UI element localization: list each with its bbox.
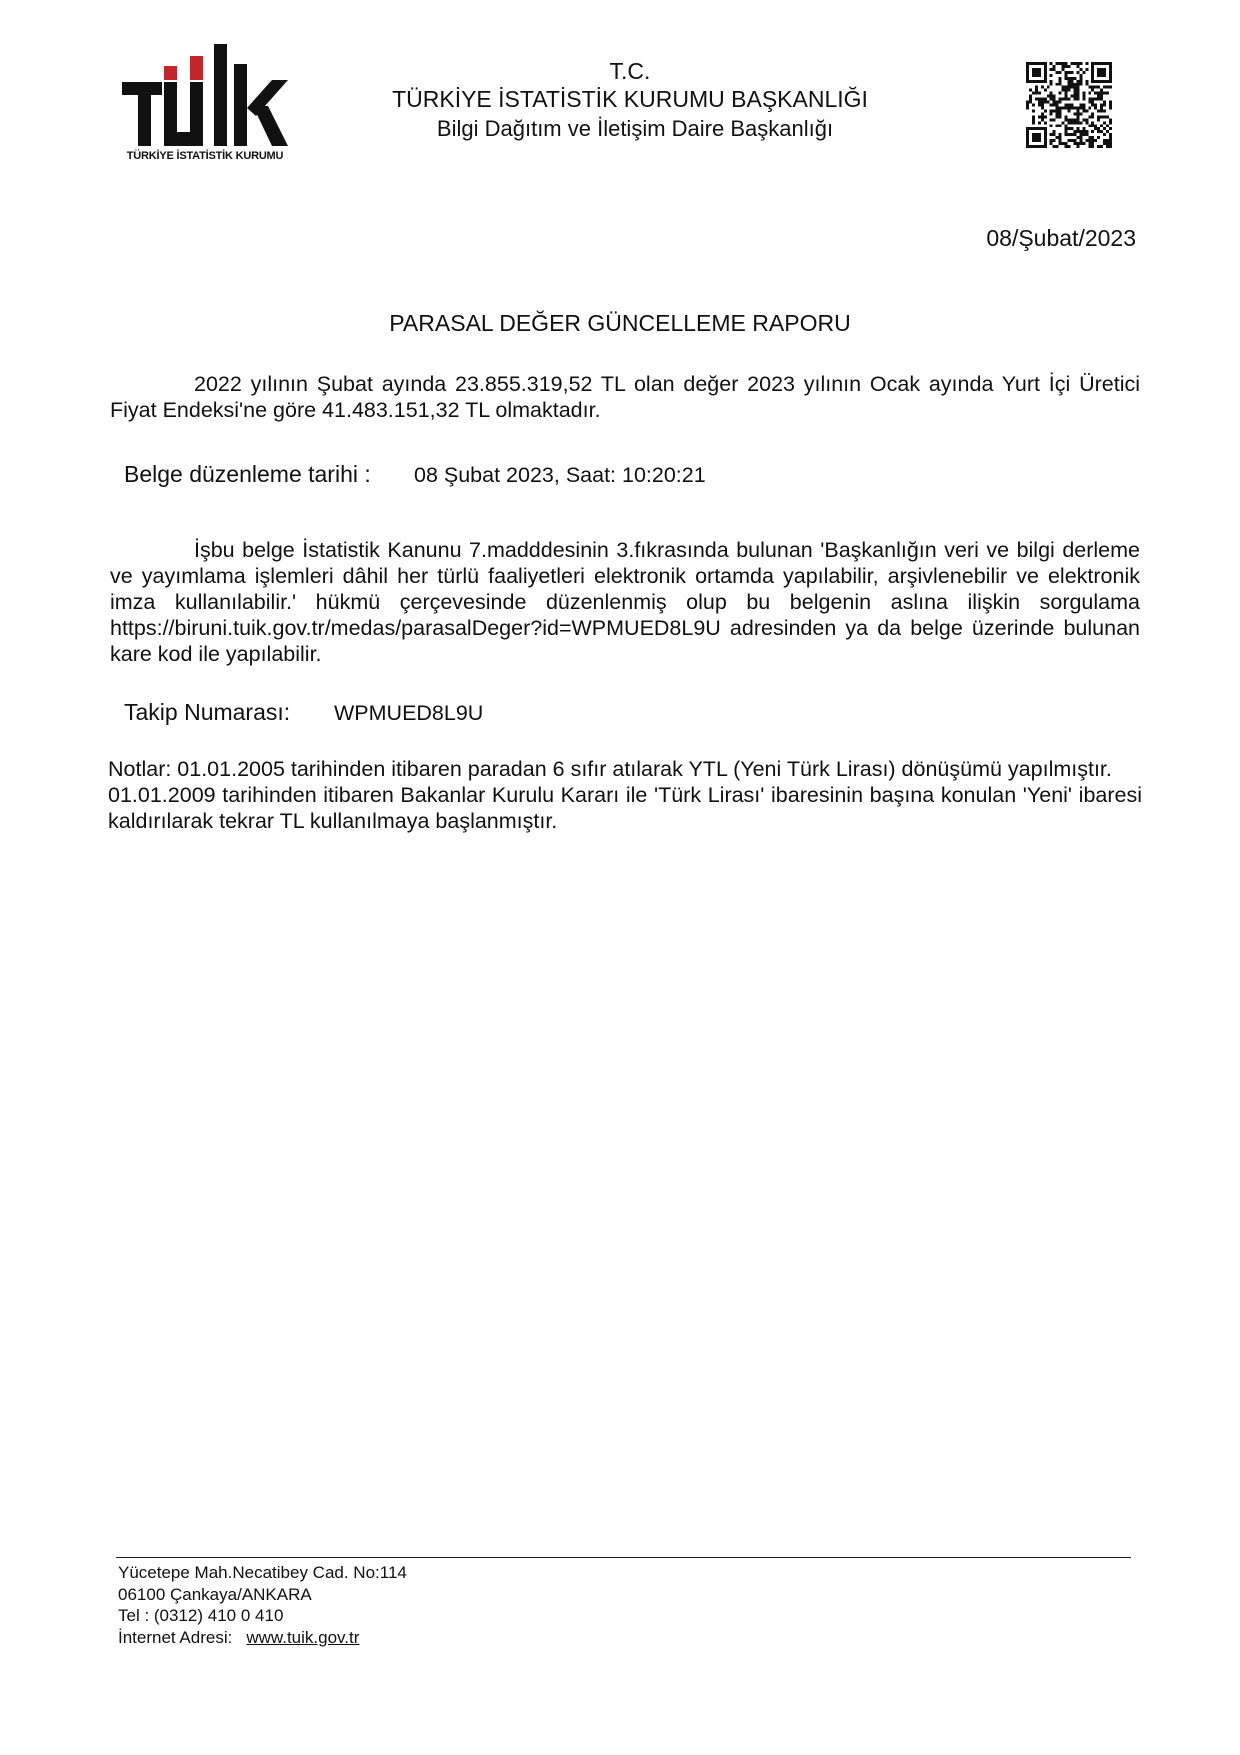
tracking-number: WPMUED8L9U — [334, 701, 484, 725]
note-line-1: Notlar: 01.01.2005 tarihinden itibaren paradan 6 sıfır atılarak YTL (Yeni Türk Lirası) dönüşümü yapılmıştır. — [108, 757, 1112, 781]
footer-divider — [116, 1557, 1131, 1558]
issue-date-row — [124, 461, 706, 488]
footer-phone: Tel : (0312) 410 0 410 — [118, 1606, 284, 1625]
tracking-label: Takip Numarası: — [124, 699, 291, 725]
header-tc: T.C. — [609, 58, 651, 84]
note-line-2: 01.01.2009 tarihinden itibaren Bakanlar Kurulu Kararı ile 'Türk Lirası' ibaresinin başına konulan 'Yeni' ibaresi kaldırılarak tekrar TL kullanılmaya başlanmıştır. — [108, 783, 1142, 833]
tuik-logo — [120, 44, 290, 172]
tuik-logo-mark — [120, 44, 290, 148]
logo-caption: TÜRKİYE İSTATİSTİK KURUMU — [126, 150, 284, 162]
qr-code-graphic — [1026, 62, 1112, 148]
report-title: PARASAL DEĞER GÜNCELLEME RAPORU — [389, 310, 851, 336]
footer-web-link[interactable]: www.tuik.gov.tr — [246, 1627, 360, 1647]
document-date: 08/Şubat/2023 — [986, 225, 1136, 251]
footer — [118, 1562, 407, 1648]
footer-address-1: Yücetepe Mah.Necatibey Cad. No:114 — [118, 1563, 407, 1582]
header-department: Bilgi Dağıtım ve İletişim Daire Başkanlığı — [436, 116, 834, 141]
tracking-row — [124, 699, 484, 726]
notes — [108, 756, 1142, 834]
issue-date-label: Belge düzenleme tarihi : — [124, 461, 371, 487]
legal-statement: İşbu belge İstatistik Kanunu 7.madddesinin 3.fıkrasında bulunan 'Başkanlığın veri ve bilgi derleme ve yayımlama işlemleri dâhil her türlü faaliyetleri elektronik ortamda yapılabilir, arşivlenebilir ve elektronik imza kullanılabilir.' hükmü çerçevesinde düzenlenmiş olup bu belgenin aslına ilişkin sorgulama https://biruni.tuik.gov.tr/medas/parasalDeger?id=WPMUED8L9U adresinden ya da belge üzerinde bulunan kare kod ile yapılabilir. — [110, 538, 1140, 666]
footer-address-2: 06100 Çankaya/ANKARA — [118, 1584, 312, 1604]
footer-web-label: İnternet Adresi: — [118, 1627, 233, 1647]
qr-code-icon — [1026, 62, 1112, 148]
header-institution: TÜRKİYE İSTATİSTİK KURUMU BAŞKANLIĞI — [392, 86, 868, 112]
issue-date-value: 08 Şubat 2023, Saat: 10:20:21 — [414, 463, 706, 487]
footer-web — [118, 1627, 407, 1649]
value-statement: 2022 yılının Şubat ayında 23.855.319,52 TL olan değer 2023 yılının Ocak ayında Yurt İçi Üretici Fiyat Endeksi'ne göre 41.483.151,32 TL olmaktadır. — [110, 372, 1140, 422]
